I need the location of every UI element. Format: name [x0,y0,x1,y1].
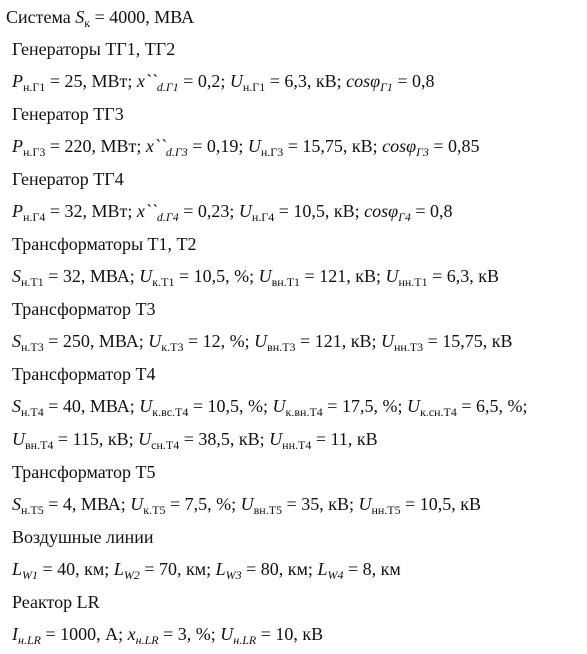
param-value: = 10, кВ [256,624,324,644]
param-sub: н.Г4 [251,210,275,224]
param-var: U [247,136,261,156]
param-sub: W4 [327,568,344,582]
param-var: U [148,331,162,351]
tr12-params [12,265,499,287]
param-sub: к.Т5 [143,503,166,517]
param-sub: н.Т3 [21,340,44,354]
param-var: cosφ [382,136,417,156]
param-sub: d.Г4 [156,210,179,224]
param-var: S [12,396,21,416]
param-var: U [269,429,283,449]
param-value: = 0,85 [428,136,480,156]
param-sub: к.вс.Т4 [152,405,189,419]
tr4-params-1 [12,395,528,417]
param-value: = 7,5, %; [165,494,241,514]
param-var: L [113,559,124,579]
param-value: = 32, МВА; [43,266,140,286]
param-sub: н.Т5 [21,503,44,517]
param-var: U [138,429,152,449]
param-value: = 121, кВ; [295,331,381,351]
param-sub: н.Г3 [260,145,284,159]
param-value: = 40, км; [38,559,114,579]
gen4-heading: Генератор ТГ4 [12,169,124,189]
param-value: = 10,5, %; [188,396,273,416]
tr5-heading: Трансформатор Т5 [12,462,156,482]
param-value: = 80, км; [241,559,318,579]
param-value: = 17,5, %; [322,396,407,416]
param-sub: н.LR [18,633,41,647]
param-sub: нн.Т1 [398,275,428,289]
gen3-heading: Генератор ТГ3 [12,104,124,124]
param-value: = 220, МВт; [45,136,146,156]
param-var: L [215,559,226,579]
param-var: P [12,71,23,91]
param-sub: к.вн.Т4 [285,405,323,419]
param-sub: н.Г1 [242,80,266,94]
param-sub: н.Т1 [21,275,44,289]
param-value: = 0,8 [410,201,453,221]
param-sub: W2 [123,568,140,582]
param-var: U [139,396,153,416]
param-sub: н.Т4 [21,405,44,419]
param-var: U [229,71,243,91]
param-sub: к.сн.Т4 [419,405,457,419]
gen12-heading: Генераторы ТГ1, ТГ2 [12,39,176,59]
param-value: = 11, кВ [311,429,378,449]
param-var: U [12,429,25,449]
param-var: U [220,624,234,644]
tr4-params-2 [12,428,378,450]
param-value: = 121, кВ; [300,266,386,286]
param-value: = 38,5, кВ; [179,429,270,449]
param-value: = 32, МВт; [45,201,137,221]
param-value: = 12, %; [183,331,255,351]
reactor-params [12,623,323,645]
param-sub: к.Т1 [152,275,175,289]
param-value: = 15,75, кВ; [283,136,383,156]
param-value: = 250, МВА; [43,331,149,351]
tr12-heading: Трансформаторы Т1, Т2 [12,234,197,254]
tr4-heading: Трансформатор Т4 [12,364,156,384]
system-var: S [75,7,85,27]
param-var: x`` [136,71,157,91]
gen12-params [12,70,435,92]
param-sub: W1 [22,568,39,582]
param-sub: н.LR [233,633,257,647]
param-value: = 6,5, %; [456,396,528,416]
param-value: = 115, кВ; [53,429,139,449]
param-var: U [254,331,268,351]
param-sub: d.Г3 [165,145,188,159]
param-sub: W3 [225,568,242,582]
param-value: = 8, км [343,559,401,579]
param-var: L [12,559,23,579]
param-sub: нн.Т3 [393,340,424,354]
param-value: = 10,5, %; [174,266,259,286]
param-value: = 10,5, кВ; [274,201,365,221]
param-value: = 0,19; [187,136,248,156]
param-var: U [385,266,399,286]
system-sub: к [84,16,91,30]
param-var: S [12,266,21,286]
param-value: = 0,2; [178,71,230,91]
param-value: = 25, МВт; [45,71,137,91]
param-var: I [12,624,18,644]
param-sub: н.LR [135,633,159,647]
param-sub: нн.Т5 [371,503,401,517]
param-var: S [12,331,21,351]
tr3-params [12,330,513,352]
param-var: U [358,494,372,514]
param-sub: н.Г4 [23,210,46,224]
system-line [6,6,194,28]
system-value: = 4000, МВА [90,7,195,27]
system-label: Система [6,7,76,27]
param-var: x`` [145,136,166,156]
param-sub: вн.Т1 [271,275,301,289]
param-var: S [12,494,21,514]
param-var: U [139,266,153,286]
param-sub: Г1 [380,80,393,94]
param-var: P [12,201,23,221]
param-var: U [130,494,144,514]
param-sub: вн.Т3 [267,340,296,354]
param-sub: н.Г3 [23,145,46,159]
param-value: = 3, %; [158,624,221,644]
param-value: = 0,8 [392,71,435,91]
param-sub: н.Г1 [23,80,46,94]
param-var: U [406,396,420,416]
gen3-params [12,135,480,157]
param-var: U [258,266,272,286]
gen4-params [12,200,453,222]
tr5-params [12,493,481,515]
param-sub: Г4 [398,210,411,224]
param-sub: вн.Т4 [25,438,54,452]
param-value: = 10,5, кВ [400,494,482,514]
lines-heading: Воздушные линии [12,527,154,547]
lines-params [12,558,401,580]
param-var: P [12,136,23,156]
param-var: U [240,494,254,514]
param-sub: нн.Т4 [282,438,312,452]
param-value: = 15,75, кВ [423,331,513,351]
param-sub: вн.Т5 [253,503,283,517]
tr3-heading: Трансформатор Т3 [12,299,156,319]
param-sub: сн.Т4 [151,438,180,452]
param-sub: d.Г1 [156,80,179,94]
param-value: = 70, км; [139,559,216,579]
param-value: = 6,3, кВ; [265,71,347,91]
param-value: = 6,3, кВ [427,266,500,286]
param-var: L [317,559,328,579]
param-value: = 1000, А; [40,624,128,644]
param-var: cosφ [364,201,399,221]
param-var: U [238,201,252,221]
param-var: x [127,624,136,644]
reactor-heading: Реактор LR [12,592,100,612]
param-value: = 0,23; [178,201,239,221]
param-sub: Г3 [416,145,429,159]
param-sub: к.Т3 [161,340,184,354]
param-var: cosφ [346,71,381,91]
param-value: = 35, кВ; [282,494,359,514]
param-value: = 4, МВА; [43,494,131,514]
param-value: = 40, МВА; [43,396,140,416]
param-var: U [272,396,286,416]
param-var: U [380,331,394,351]
param-var: x`` [136,201,157,221]
